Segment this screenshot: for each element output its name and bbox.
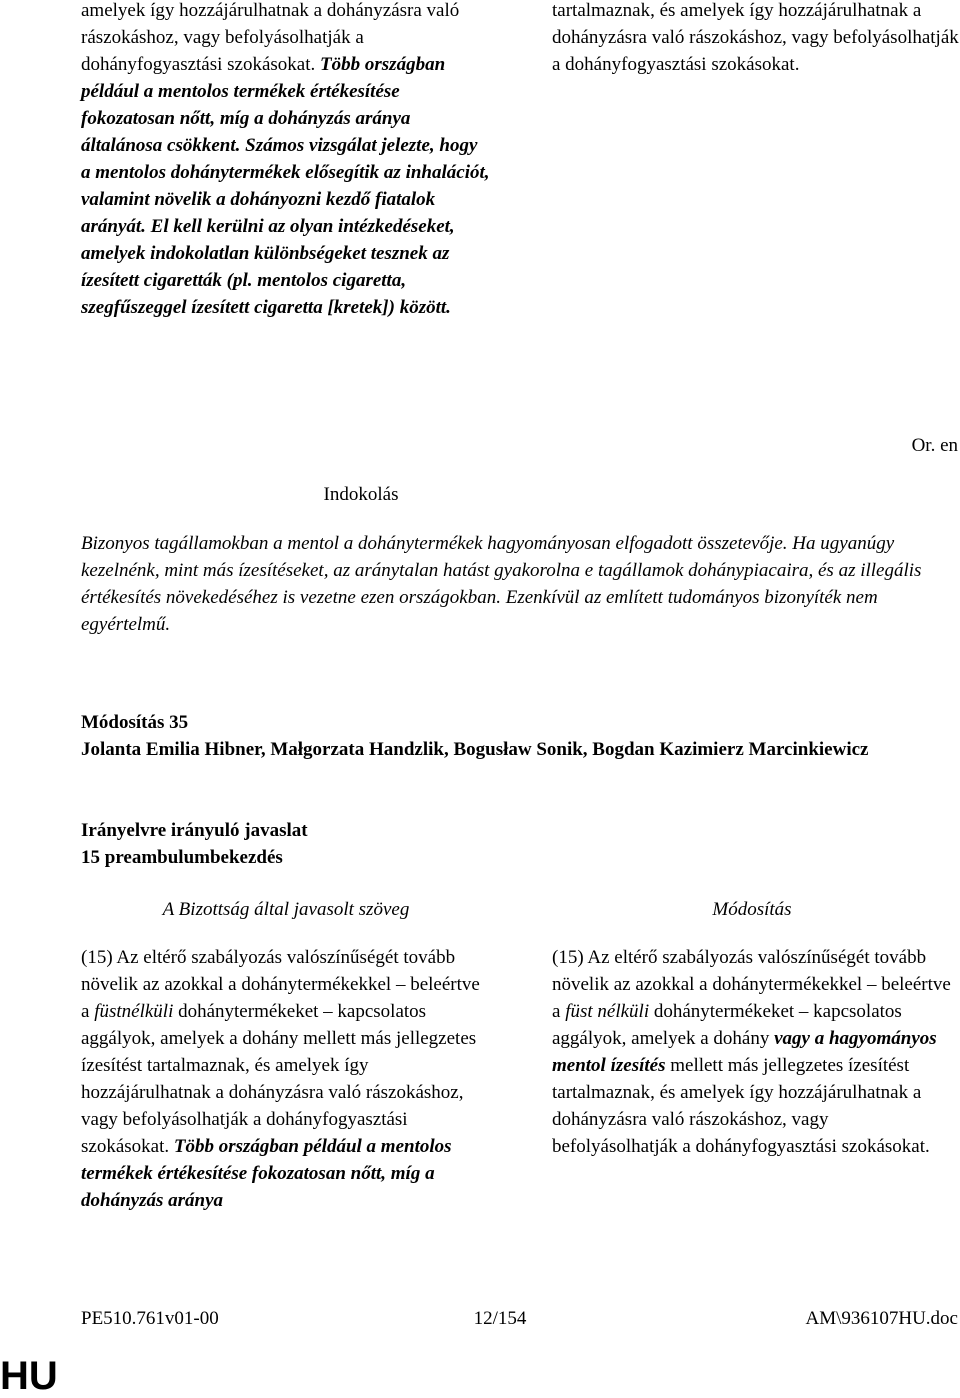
commission-text-part1: (15) Az eltérő szabályozás valószínűségét tovább növelik az azokkal a dohánytermékekkel – beleértve a: [81, 947, 480, 1022]
footer-language-code: HU: [0, 1354, 58, 1398]
proposal-reference: [81, 817, 951, 871]
amended-text-part5: mellett más jellegzetes ízesítést tartalmaznak, és amelyek így hozzájárulhatnak a dohányzásra való rászokáshoz, vagy befolyásolhatják a dohányfogyasztási szokásokat.: [552, 1055, 930, 1157]
commission-text-emphasis: Több országban például a mentolos termékek értékesítése fokozatosan nőtt, míg a dohányzás aránya: [81, 1136, 452, 1211]
commission-text-part3: dohánytermékeket – kapcsolatos aggályok, amelyek a dohány mellett más jellegzetes ízesítést tartalmaznak, és amelyek így hozzájárulhatnak a dohányzásra való rászokáshoz, vagy befolyásolhatják a dohányfogyasztási szokásokat.: [81, 1001, 477, 1157]
amended-text-emphasis: vagy a hagyományos mentol ízesítés: [552, 1028, 937, 1076]
original-language: Or. en: [911, 435, 958, 456]
amended-text-smokeless: füst nélküli: [565, 1001, 650, 1022]
footer-document-name: AM\936107HU.doc: [805, 1308, 958, 1329]
justification-heading: Indokolás: [323, 484, 399, 505]
top-left-plain: amelyek így hozzájárulhatnak a dohányzásra való rászokáshoz, vagy befolyásolhatják a dohányfogyasztási szokásokat.: [81, 0, 460, 75]
top-right-text: tartalmaznak, és amelyek így hozzájárulhatnak a dohányzásra való rászokáshoz, vagy befolyásolhatják a dohányfogyasztási szokásokat.: [552, 0, 959, 75]
amended-text-part3: dohánytermékeket – kapcsolatos aggályok, amelyek a dohány: [552, 1001, 902, 1049]
amendment-number: Módosítás 35: [81, 712, 189, 733]
footer-reference: PE510.761v01-00: [81, 1308, 219, 1329]
commission-column-header: A Bizottság által javasolt szöveg: [162, 899, 410, 920]
amended-text: [552, 944, 952, 1160]
amendment-authors: Jolanta Emilia Hibner, Małgorzata Handzlik, Bogusław Sonik, Bogdan Kazimierz Marcinkiewicz: [81, 739, 869, 760]
commission-text: [81, 944, 491, 1214]
justification-text: Bizonyos tagállamokban a mentol a dohánytermékek hagyományosan elfogadott összetevője. Ha ugyanúgy kezelnénk, mint más ízesítéseket, az aránytalan hatást gyakorolna e tagállamok dohánypiacaira, és az illegális értékesítés növekedéséhez is vezetne ezen országokban. Ezenkívül az említett tudományos bizonyíték nem egyértelmű.: [81, 533, 922, 635]
proposal-title: Irányelvre irányuló javaslat: [81, 820, 308, 841]
footer-page-number: 12/154: [473, 1308, 527, 1329]
amendment-header: [81, 709, 951, 763]
recital-number: 15 preambulumbekezdés: [81, 847, 283, 868]
commission-text-smokeless: füstnélküli: [94, 1001, 174, 1022]
amended-text-part1: (15) Az eltérő szabályozás valószínűségét tovább növelik az azokkal a dohánytermékekkel – beleértve a: [552, 947, 951, 1022]
amendment-column-header: Módosítás: [712, 899, 792, 920]
top-left-emphasis: Több országban például a mentolos termékek értékesítése fokozatosan nőtt, míg a dohányzás aránya általánosa csökkent. Számos vizsgálat jelezte, hogy a mentolos dohánytermékek elősegítik az inhalációt, valamint növelik a dohányozni kezdő fiatalok arányát. El kell kerülni az olyan intézkedéseket, amelyek indokolatlan különbségeket tesznek az ízesített cigaretták (pl. mentolos cigaretta, szegfűszeggel ízesített cigaretta [kretek]) között.: [81, 54, 490, 318]
top-left-text: [81, 0, 491, 321]
